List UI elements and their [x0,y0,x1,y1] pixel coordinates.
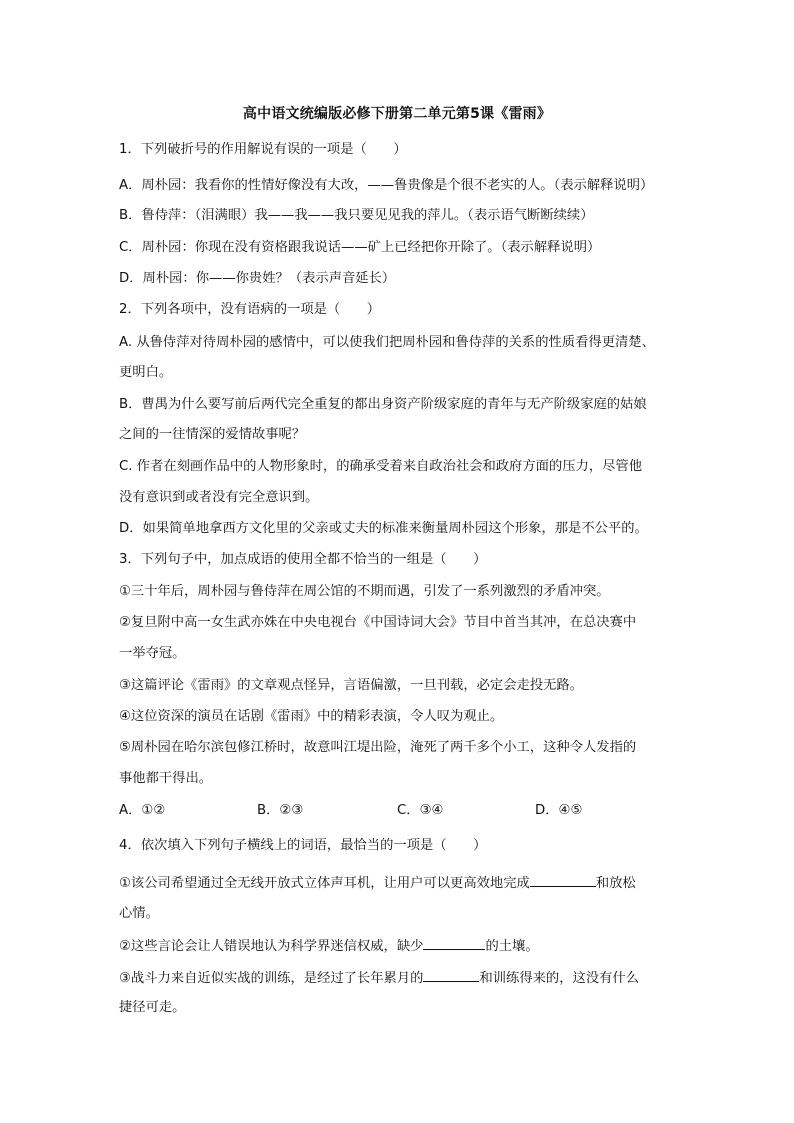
question-2-option-b-line2: 之间的一往情深的爱情故事呢？ [119,427,306,442]
sentence-3-text-before: ③战斗力来自近似实战的训练，是经过了长年累月的 [119,971,424,986]
question-2-option-a-line1: A. 从鲁侍萍对待周朴园的感情中，可以使我们把周朴园和鲁侍萍的关系的性质看得更清楚、 [119,335,655,350]
question-3-option-a: A．①② [119,803,166,818]
question-3-sentence-5-line1: ⑤周朴园在哈尔滨包修江桥时，故意叫江堤出险，淹死了两千多个小工，这种令人发指的 [119,740,637,755]
sentence-2-text-before: ②这些言论会让人错误地认为科学界迷信权威，缺少 [119,939,424,954]
sentence-3-text-after: 和训练得来的，这没有什么 [479,971,640,986]
sentence-1-text-before: ①该公司希望通过全无线开放式立体声耳机，让用户可以更高效地完成 [119,876,530,891]
question-3-option-c: C．③④ [397,803,444,818]
document-title: 高中语文统编版必修下册第二单元第5课《雷雨》 [242,106,552,122]
question-3-sentence-2-line2: 一举夺冠。 [119,646,186,661]
question-3-option-b: B．②③ [257,803,304,818]
question-4-sentence-2 [119,935,539,957]
question-1-stem: 1．下列破折号的作用解说有误的一项是（ ） [119,142,407,157]
question-2-option-c-line2: 没有意识到或者没有完全意识到。 [119,490,319,505]
question-3-option-d: D．④⑤ [535,803,583,818]
question-4-sentence-1-line2: 心情。 [119,906,159,921]
question-2-option-c-line1: C. 作者在刻画作品中的人物形象时，的确承受着来自政治社会和政府方面的压力，尽管他 [119,459,643,474]
question-2-stem: 2．下列各项中，没有语病的一项是（ ） [119,302,381,317]
sentence-1-text-after: 和放松 [595,876,636,891]
question-3-sentence-4: ④这位资深的演员在话剧《雷雨》中的精彩表演，令人叹为观止。 [119,709,504,724]
question-3-sentence-3: ③这篇评论《雷雨》的文章观点怪异，言语偏激，一旦刊载，必定会走投无路。 [119,678,584,693]
question-2-option-b-line1: B．曹禺为什么要写前后两代完全重复的都出身资产阶级家庭的青年与无产阶级家庭的姑娘 [119,397,647,412]
question-4-stem: 4．依次填入下列句子横线上的词语，最恰当的一项是（ ） [119,838,487,853]
question-3-sentence-2-line1: ②复旦附中高一女生武亦姝在中央电视台《中国诗词大会》节目中首当其冲，在总决赛中 [119,615,637,630]
question-4-sentence-3-line1 [119,967,639,989]
question-3-sentence-5-line2: 事他都干得出。 [119,771,213,786]
question-2-option-d: D．如果简单地拿西方文化里的父亲或丈夫的标准来衡量周朴园这个形象，那是不公平的。 [119,521,648,536]
fill-blank-1 [530,872,596,887]
fill-blank-3 [423,967,479,982]
question-1-option-c: C．周朴园：你现在没有资格跟我说话——矿上已经把你开除了。（表示解释说明） [119,240,601,255]
question-3-options [119,799,679,819]
question-1-option-d: D．周朴园：你——你贵姓？（表示声音延长） [119,271,396,286]
question-3-sentence-1: ①三十年后，周朴园与鲁侍萍在周公馆的不期而遇，引发了一系列激烈的矛盾冲突。 [119,584,610,599]
question-1-option-a: A．周朴园：我看你的性情好像没有大改，——鲁贵像是个很不老实的人。（表示解释说明） [119,178,654,193]
fill-blank-2 [423,935,485,950]
question-2-option-a-line2: 更明白。 [119,365,173,380]
question-1-option-b: B．鲁侍萍：（泪满眼）我——我——我只要见见我的萍儿。（表示语气断断续续） [119,208,594,223]
sentence-2-text-after: 的土壤。 [485,939,539,954]
question-4-sentence-1-line1 [119,872,636,894]
question-4-sentence-3-line2: 捷径可走。 [119,1000,186,1015]
question-3-stem: 3．下列句子中，加点成语的使用全都不恰当的一组是（ ） [119,552,487,567]
